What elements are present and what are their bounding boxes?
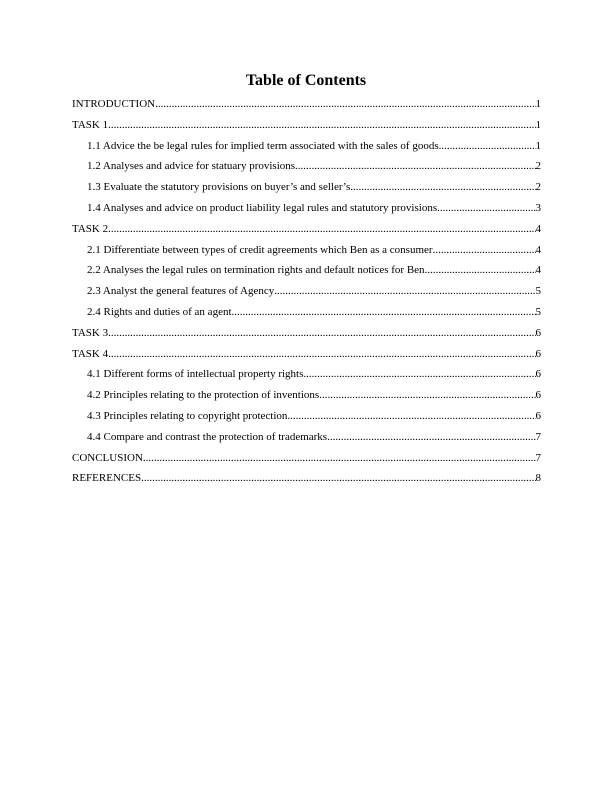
toc-title: Table of Contents (245, 72, 367, 89)
toc-dot-leader (319, 388, 535, 402)
toc-entry-task-1[interactable] (72, 118, 541, 139)
toc-entry-1-3[interactable] (72, 180, 541, 201)
toc-entry-task-3[interactable] (72, 326, 541, 347)
toc-dot-leader (274, 284, 535, 298)
toc-dot-leader (141, 471, 535, 485)
toc-entry-text: 2.4 Rights and duties of an agent (87, 305, 232, 318)
toc-dot-leader (287, 409, 535, 423)
toc-entry-conclusion[interactable] (72, 451, 541, 472)
toc-entry-2-1[interactable] (72, 243, 541, 264)
toc-entry-1-1[interactable] (72, 139, 541, 160)
toc-entry-text: 2.1 Differentiate between types of credit agreements which Ben as a consumer (87, 243, 433, 256)
toc-dot-leader (108, 347, 535, 361)
toc-dot-leader (108, 118, 535, 132)
toc-entry-text: 4.3 Principles relating to copyright protection (87, 409, 288, 422)
toc-entry-text: 2.3 Analyst the general features of Agency (87, 285, 275, 298)
toc-entry-text: 4.4 Compare and contrast the protection of trademarks (87, 430, 328, 443)
toc-page-number: 7 (535, 430, 541, 443)
toc-dot-leader (433, 243, 536, 257)
toc-dot-leader (425, 263, 536, 277)
toc-page-number: 2 (535, 160, 541, 173)
toc-entry-text: INTRODUCTION (72, 98, 156, 110)
toc-entry-4-4[interactable] (72, 430, 541, 451)
toc-entry-text: 4.2 Principles relating to the protection of inventions (87, 389, 320, 402)
toc-entry-introduction[interactable] (72, 97, 541, 118)
toc-page-number: 1 (535, 118, 541, 131)
toc-entry-4-1[interactable] (72, 367, 541, 388)
toc-page-number: 6 (535, 389, 541, 402)
toc-dot-leader (350, 180, 535, 194)
toc-dot-leader (108, 326, 535, 340)
toc-page-number: 8 (535, 472, 541, 485)
toc-page-number: 4 (535, 222, 541, 235)
toc-page-number: 5 (535, 305, 541, 318)
toc-dot-leader (232, 305, 536, 319)
toc-entry-1-2[interactable] (72, 159, 541, 180)
toc-page-number: 7 (535, 451, 541, 464)
toc-dot-leader (108, 222, 535, 236)
toc-entry-4-2[interactable] (72, 388, 541, 409)
toc-entry-text: CONCLUSION (72, 451, 143, 464)
toc-page-number: 5 (535, 285, 541, 298)
toc-entry-1-4[interactable] (72, 201, 541, 222)
toc-dot-leader (295, 159, 535, 173)
toc-entry-2-4[interactable] (72, 305, 541, 326)
toc-page-number: 4 (535, 264, 541, 277)
toc-dot-leader (303, 367, 535, 381)
toc-entry-2-2[interactable] (72, 263, 541, 284)
toc-page-number: 1 (535, 98, 541, 110)
toc-entry-task-4[interactable] (72, 347, 541, 368)
toc-entry-text: 1.2 Analyses and advice for statuary provisions (87, 160, 296, 173)
toc-entry-text: 1.1 Advice the be legal rules for implied term associated with the sales of goods (87, 139, 439, 152)
toc-list (72, 97, 541, 492)
toc-page-number: 6 (535, 368, 541, 381)
toc-page-number: 2 (535, 181, 541, 194)
toc-entry-text: TASK 1 (72, 118, 109, 131)
toc-entry-text: 1.4 Analyses and advice on product liability legal rules and statutory provisions (87, 201, 438, 214)
toc-dot-leader (155, 97, 535, 111)
toc-dot-leader (327, 430, 535, 444)
toc-page-number: 6 (535, 326, 541, 339)
toc-entry-text: 4.1 Different forms of intellectual property rights (87, 368, 304, 381)
toc-entry-text: TASK 4 (72, 347, 109, 360)
toc-entry-text: TASK 3 (72, 326, 109, 339)
toc-entry-2-3[interactable] (72, 284, 541, 305)
toc-page-number: 4 (535, 243, 541, 256)
toc-entry-text: 1.3 Evaluate the statutory provisions on buyer’s and seller’s (87, 181, 351, 194)
toc-page-number: 6 (535, 347, 541, 360)
toc-entry-references[interactable] (72, 471, 541, 492)
toc-page-number: 6 (535, 409, 541, 422)
toc-page-number: 3 (535, 201, 541, 214)
toc-entry-4-3[interactable] (72, 409, 541, 430)
toc-entry-text: REFERENCES (72, 472, 142, 485)
toc-dot-leader (143, 451, 536, 465)
toc-entry-task-2[interactable] (72, 222, 541, 243)
toc-entry-text: 2.2 Analyses the legal rules on termination rights and default notices for Ben (87, 264, 425, 277)
toc-dot-leader (437, 201, 535, 215)
toc-dot-leader (439, 139, 536, 153)
toc-entry-text: TASK 2 (72, 222, 109, 235)
toc-page-number: 1 (535, 139, 541, 152)
